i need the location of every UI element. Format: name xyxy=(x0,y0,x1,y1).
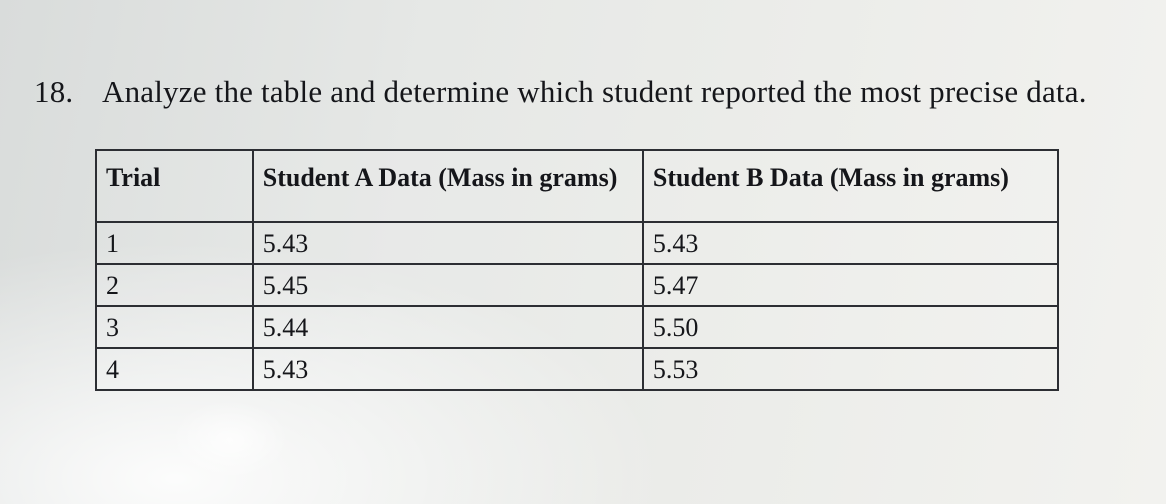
student-b-cell: 5.50 xyxy=(643,306,1058,348)
trial-cell: 2 xyxy=(96,264,253,306)
student-a-cell: 5.44 xyxy=(253,306,643,348)
header-student-a: Student A Data (Mass in grams) xyxy=(253,150,643,222)
trial-cell: 4 xyxy=(96,348,253,390)
question-number: 18. xyxy=(34,74,74,109)
mass-data-table xyxy=(95,149,1059,391)
table-row xyxy=(96,222,1058,264)
student-b-cell: 5.53 xyxy=(643,348,1058,390)
student-a-cell: 5.43 xyxy=(253,222,643,264)
trial-cell: 3 xyxy=(96,306,253,348)
student-b-cell: 5.43 xyxy=(643,222,1058,264)
question-text xyxy=(34,74,1144,110)
header-trial: Trial xyxy=(96,150,253,222)
table-header-row xyxy=(96,150,1058,222)
table-row xyxy=(96,348,1058,390)
table-row xyxy=(96,264,1058,306)
screen-glare xyxy=(170,400,290,480)
question-prompt: Analyze the table and determine which student reported the most precise data. xyxy=(102,74,1087,109)
table-row xyxy=(96,306,1058,348)
header-student-b: Student B Data (Mass in grams) xyxy=(643,150,1058,222)
trial-cell: 1 xyxy=(96,222,253,264)
student-b-cell: 5.47 xyxy=(643,264,1058,306)
student-a-cell: 5.45 xyxy=(253,264,643,306)
student-a-cell: 5.43 xyxy=(253,348,643,390)
